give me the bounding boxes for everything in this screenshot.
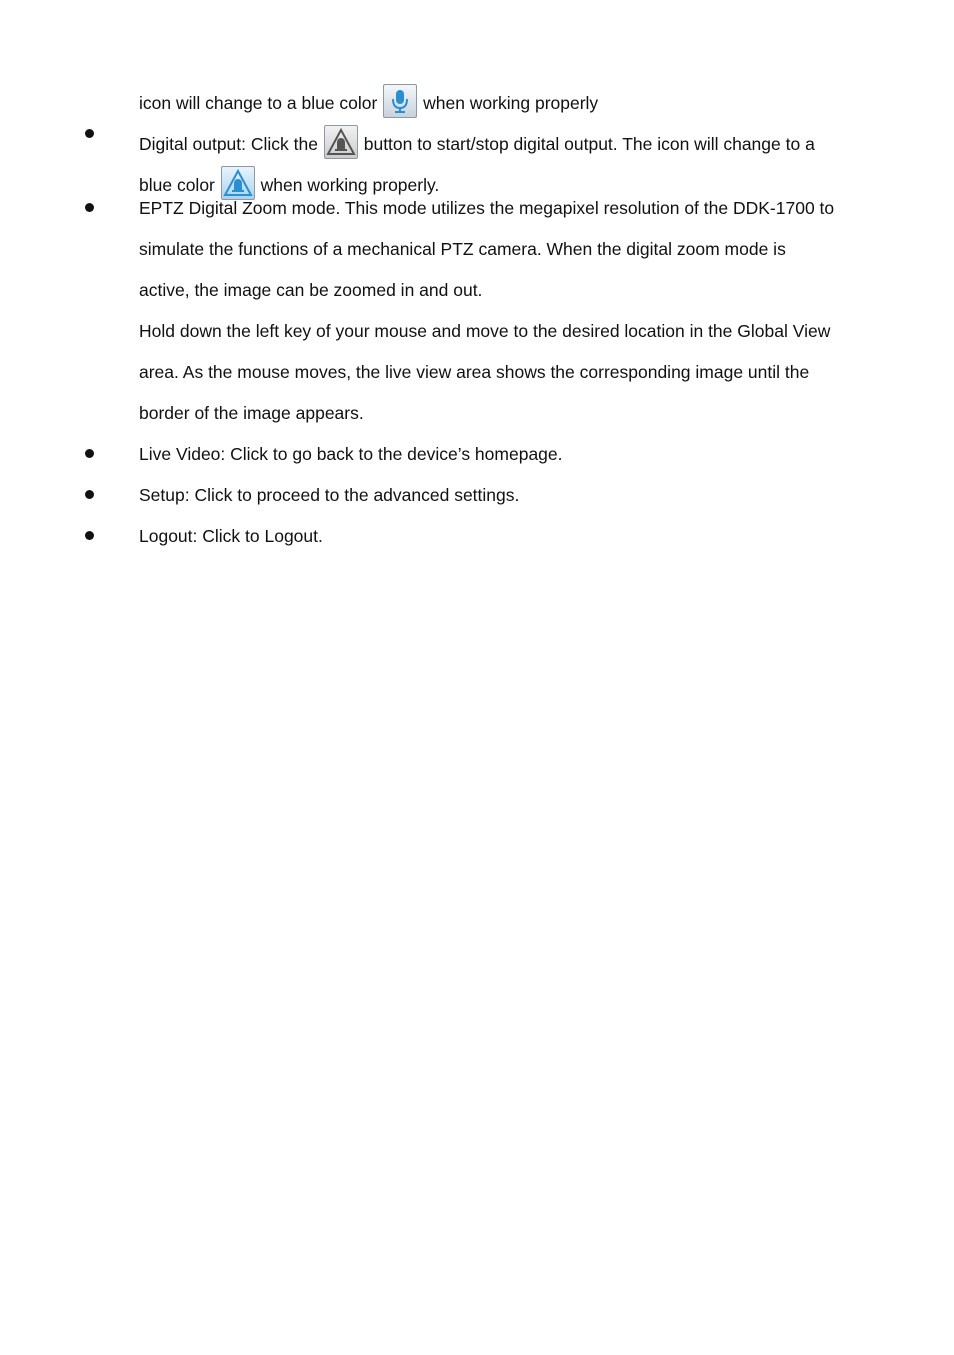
bullet-logout (85, 531, 94, 540)
logout-line: Logout: Click to Logout. (139, 526, 323, 546)
digital-output-text-1a: Digital output: Click the (139, 134, 318, 154)
microphone-icon (383, 84, 417, 118)
bullet-eptz (85, 203, 94, 212)
setup-line: Setup: Click to proceed to the advanced settings. (139, 485, 520, 505)
eptz-line-4: Hold down the left key of your mouse and move to the desired location in the Global View (139, 321, 831, 341)
digital-output-line-2 (139, 166, 439, 200)
bullet-setup (85, 490, 94, 499)
digital-output-text-1b: button to start/stop digital output. The icon will change to a (363, 134, 815, 154)
line1-text-before: icon will change to a blue color (139, 93, 378, 113)
digital-output-text-2b: when working properly. (260, 175, 440, 195)
eptz-line-1: EPTZ Digital Zoom mode. This mode utilizes the megapixel resolution of the DDK-1700 to (139, 198, 835, 218)
eptz-line-2: simulate the functions of a mechanical PTZ camera. When the digital zoom mode is (139, 239, 786, 259)
line1-text-after: when working properly (423, 93, 599, 113)
eptz-line-5: area. As the mouse moves, the live view area shows the corresponding image until the (139, 362, 810, 382)
alarm-bell-icon-blue (221, 166, 255, 200)
bullet-digital-output (85, 129, 94, 138)
digital-output-text-2a: blue color (139, 175, 215, 195)
alarm-bell-icon (324, 125, 358, 159)
bullet-live-video (85, 449, 94, 458)
mic-icon-description-line (139, 84, 598, 118)
eptz-line-3: active, the image can be zoomed in and out. (139, 280, 483, 300)
digital-output-line-1 (139, 125, 815, 159)
live-video-line: Live Video: Click to go back to the device’s homepage. (139, 444, 563, 464)
eptz-line-6: border of the image appears. (139, 403, 364, 423)
